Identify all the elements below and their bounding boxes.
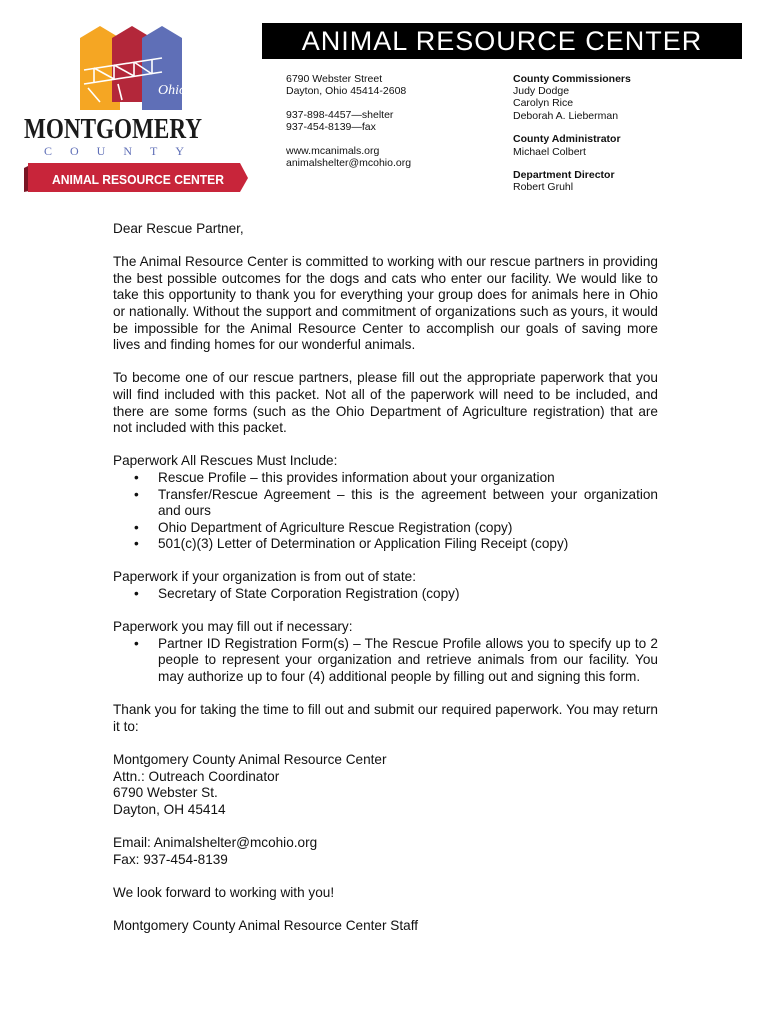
address-city: Dayton, Ohio 45414-2608: [286, 85, 407, 98]
logo-ribbon-text: ANIMAL RESOURCE CENTER: [52, 173, 224, 187]
list-item: • 501(c)(3) Letter of Determination or Application Filing Receipt (copy): [113, 536, 658, 553]
header-banner: ANIMAL RESOURCE CENTER: [262, 23, 742, 59]
administrator-heading: County Administrator: [513, 133, 621, 146]
closing: We look forward to working with you!: [113, 884, 335, 900]
intro-paragraph: The Animal Resource Center is committed to working with our rescue partners in providing the best possible outcomes for the dogs and cats who enter our facility. We would like to take this opportunity to thank you for everything your group does for animals here in Ohio or nationally. Without the support and commitment of organizations such as yours, it would be impossible for the Animal Resource Center to accomplish our goals of saving more lives and finding homes for our wonderful animals.: [113, 254, 658, 353]
county-officials: [513, 73, 631, 205]
instructions-paragraph: To become one of our rescue partners, please fill out the appropriate paperwork that you will find included with this packet. Not all of the paperwork will need to be included, and there are some forms (such as the Ohio Department of Agriculture registration) that are not included with this packet.: [113, 370, 658, 436]
commissioner-name: Carolyn Rice: [513, 97, 574, 110]
website-link[interactable]: www.mcanimals.org: [286, 144, 380, 157]
administrator-name: Michael Colbert: [513, 145, 586, 158]
contact-info: [286, 73, 411, 181]
logo-county-sub: COUNTY: [44, 144, 202, 158]
email-line: Email: Animalshelter@mcohio.org: [113, 834, 318, 850]
commissioner-name: Deborah A. Lieberman: [513, 109, 619, 122]
phone-shelter: 937-898-4457—shelter: [286, 108, 394, 121]
logo-ribbon: [24, 163, 248, 192]
optional-paperwork-heading: Paperwork you may fill out if necessary:: [113, 619, 353, 635]
signature: Montgomery County Animal Resource Center Staff: [113, 917, 418, 933]
email-link[interactable]: animalshelter@mcohio.org: [286, 157, 412, 170]
logo-county-name: MONTGOMERY: [24, 114, 202, 145]
out-of-state-list: [113, 586, 658, 603]
list-item: • Partner ID Registration Form(s) – The Rescue Profile allows you to specify up to 2 people to represent your organization and retrieve animals from our facility. You may authorize up to four (4) additional people by filling out and signing this form.: [113, 636, 658, 686]
address-line: Attn.: Outreach Coordinator: [113, 768, 280, 784]
out-of-state-heading: Paperwork if your organization is from out of state:: [113, 569, 416, 585]
address-line: 6790 Webster St.: [113, 785, 218, 801]
return-contact: [113, 835, 658, 868]
list-item: • Rescue Profile – this provides information about your organization: [113, 470, 658, 487]
address-line: Dayton, OH 45414: [113, 801, 226, 817]
list-item: • Secretary of State Corporation Registration (copy): [113, 586, 658, 603]
required-paperwork-heading: Paperwork All Rescues Must Include:: [113, 453, 338, 469]
fax-line: Fax: 937-454-8139: [113, 851, 228, 867]
montgomery-county-logo: [22, 20, 252, 195]
phone-fax: 937-454-8139—fax: [286, 121, 376, 134]
director-name: Robert Gruhl: [513, 181, 574, 194]
commissioner-name: Judy Dodge: [513, 85, 570, 98]
list-item: • Transfer/Rescue Agreement – this is the agreement between your organization and ours: [113, 487, 658, 520]
return-paragraph: Thank you for taking the time to fill out and submit our required paperwork. You may return it to:: [113, 702, 658, 734]
director-heading: Department Director: [513, 169, 615, 182]
address-line: Montgomery County Animal Resource Center: [113, 752, 387, 767]
letter-body: [113, 221, 658, 951]
salutation: Dear Rescue Partner,: [113, 221, 244, 236]
optional-paperwork-list: [113, 636, 658, 686]
return-address: [113, 752, 658, 818]
list-item: • Ohio Department of Agriculture Rescue Registration (copy): [113, 520, 658, 537]
commissioners-heading: County Commissioners: [513, 73, 631, 85]
logo-state: Ohio: [158, 83, 186, 98]
address-street: 6790 Webster Street: [286, 73, 383, 85]
required-paperwork-list: [113, 470, 658, 553]
